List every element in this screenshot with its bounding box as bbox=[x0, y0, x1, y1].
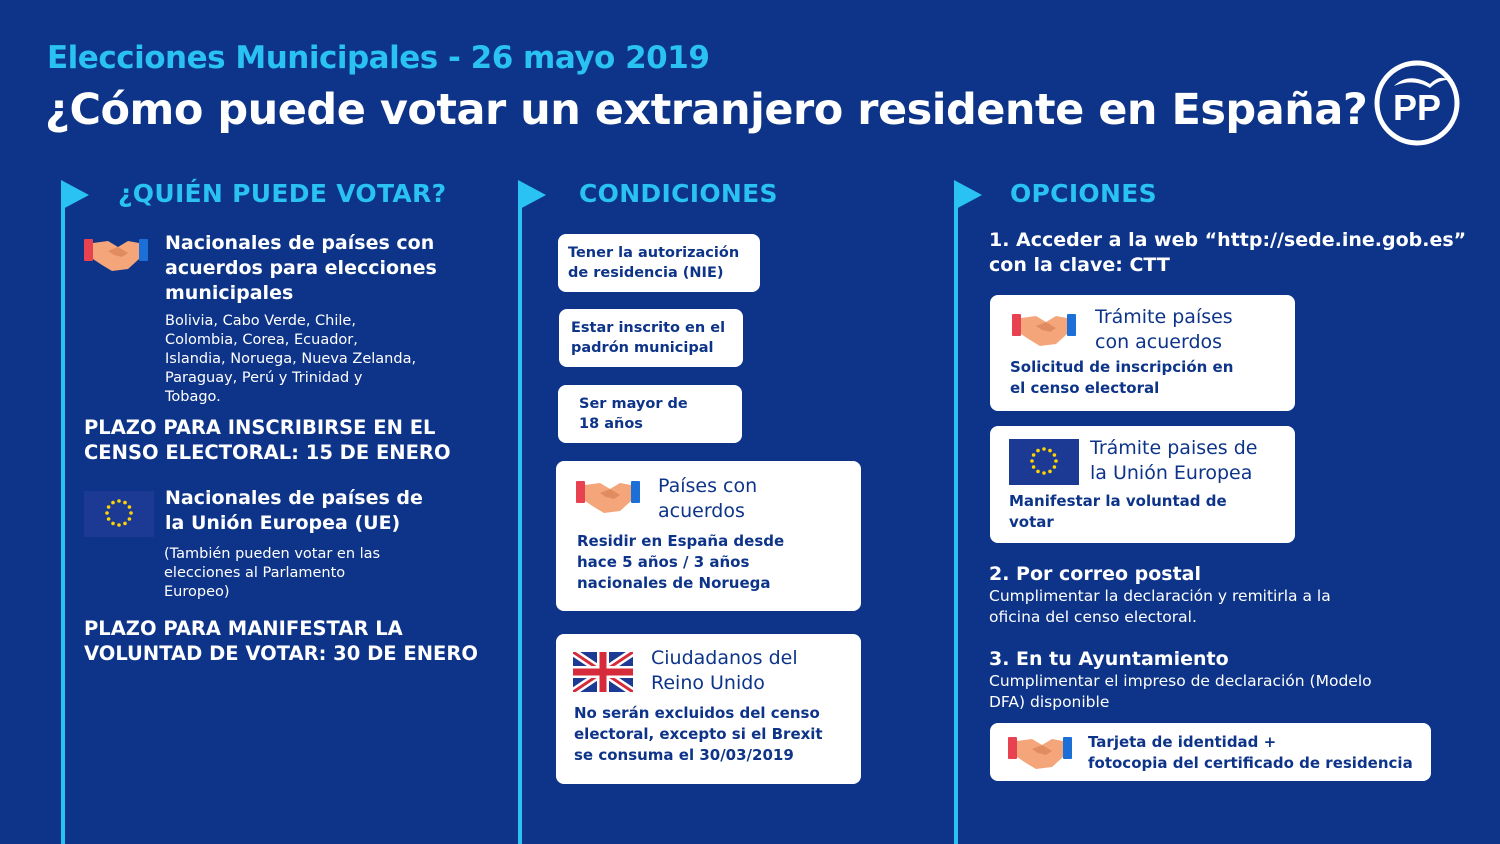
column2-line bbox=[518, 186, 522, 844]
column3-line bbox=[954, 186, 958, 844]
handshake-icon bbox=[1012, 310, 1076, 350]
card-documentos: Tarjeta de identidad + fotocopia del certificado de residencia bbox=[990, 723, 1431, 781]
card-tramite-acuerdos: Trámite países con acuerdos Solicitud de inscripción en el censo electoral bbox=[990, 295, 1295, 411]
pennant-icon bbox=[954, 180, 984, 210]
column3-heading: OPCIONES bbox=[1010, 179, 1157, 208]
header-subtitle: Elecciones Municipales - 26 mayo 2019 bbox=[47, 40, 710, 76]
pennant-icon bbox=[518, 180, 548, 210]
group1-title: Nacionales de países con acuerdos para elecciones municipales bbox=[165, 232, 437, 304]
eu-flag-icon bbox=[1009, 439, 1079, 485]
option2-title: 2. Por correo postal bbox=[989, 563, 1202, 585]
group2-title: Nacionales de países de la Unión Europea (UE) bbox=[165, 487, 423, 534]
deadline2: PLAZO PARA MANIFESTAR LA VOLUNTAD DE VOTAR: 30 DE ENERO bbox=[84, 617, 478, 665]
card-paises-acuerdos: Países con acuerdos Residir en España desde hace 5 años / 3 años nacionales de Noruega bbox=[556, 461, 861, 611]
condition-nie: Tener la autorización de residencia (NIE) bbox=[558, 234, 760, 292]
column1-line bbox=[61, 186, 65, 844]
page-title: ¿Cómo puede votar un extranjero residente en España? bbox=[45, 85, 1368, 135]
column2-heading: CONDICIONES bbox=[579, 179, 778, 208]
option1-text: 1. Acceder a la web “http://sede.ine.gob.es” con la clave: CTT bbox=[989, 229, 1467, 276]
uk-flag-icon bbox=[573, 652, 633, 692]
option3-text: Cumplimentar el impreso de declaración (Modelo DFA) disponible bbox=[989, 672, 1372, 711]
handshake-icon bbox=[84, 235, 148, 275]
handshake-icon bbox=[1008, 733, 1072, 773]
eu-flag-icon bbox=[84, 491, 154, 537]
option2-text: Cumplimentar la declaración y remitirla a la oficina del censo electoral. bbox=[989, 587, 1331, 626]
option3-title: 3. En tu Ayuntamiento bbox=[989, 648, 1229, 670]
column1-heading: ¿QUIÉN PUEDE VOTAR? bbox=[118, 179, 447, 208]
deadline1: PLAZO PARA INSCRIBIRSE EN EL CENSO ELECTORAL: 15 DE ENERO bbox=[84, 416, 451, 464]
pp-logo-text: PP bbox=[1392, 87, 1442, 128]
group2-note: (También pueden votar en las elecciones al Parlamento Europeo) bbox=[164, 546, 381, 600]
condition-age: Ser mayor de 18 años bbox=[558, 385, 742, 443]
pennant-icon bbox=[61, 180, 91, 210]
handshake-icon bbox=[576, 477, 640, 517]
condition-padron: Estar inscrito en el padrón municipal bbox=[559, 309, 743, 367]
pp-logo bbox=[1374, 60, 1460, 146]
group1-country-list: Bolivia, Cabo Verde, Chile, Colombia, Corea, Ecuador, Islandia, Noruega, Nueva Zelanda, Paraguay, Perú y Trinidad y Tobago. bbox=[165, 313, 417, 405]
card-tramite-ue: Trámite paises de la Unión Europea Manifestar la voluntad de votar bbox=[990, 426, 1295, 543]
card-reino-unido: Ciudadanos del Reino Unido No serán excluidos del censo electoral, excepto si el Brexit se consuma el 30/03/2019 bbox=[556, 634, 861, 784]
